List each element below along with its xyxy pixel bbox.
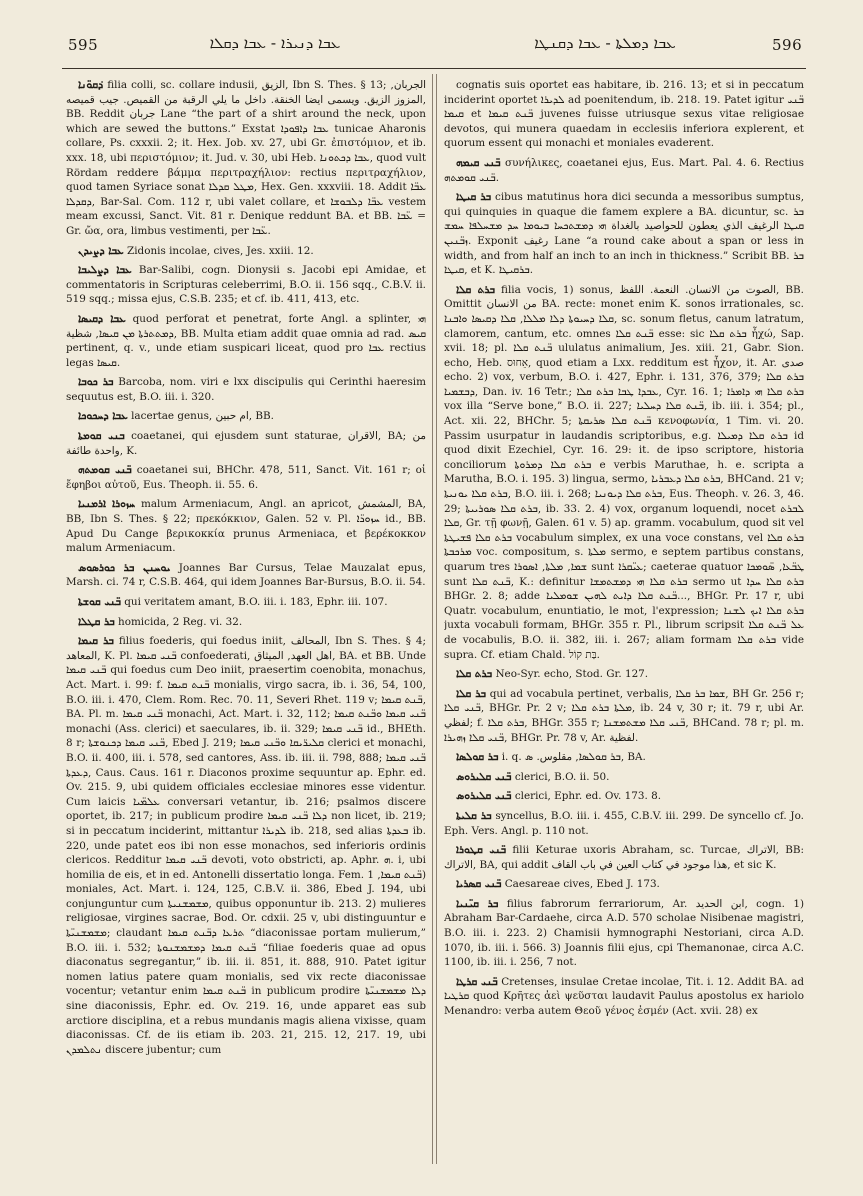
entry-headword: ܒܪ ܩܝ̈ܢܝܐ [456, 897, 499, 910]
dictionary-entry [66, 634, 426, 1057]
entry-definition: i. q. ܒܪ ܩܘܠܣܐ, مقلوس. ܣ, BA. [501, 751, 646, 764]
entry-headword: ܒ̈ܢܝ ܩܝܡܗ [456, 156, 501, 169]
entry-definition: filii Keturae uxoris Abraham, sc. Turcae, الاتراك, BB: الاتراك, BA, qui addit هذا موجود في كتاب العين في باب القاف, et sic K. [444, 844, 804, 871]
dictionary-entry [66, 244, 426, 259]
dictionary-entry [66, 429, 426, 458]
entry-headword: ܒܪܬ ܩܠܐ [456, 283, 495, 296]
left-page-number: 595 [68, 36, 99, 54]
entry-definition: coaetanei, qui ejusdem sunt staturae, الاقران, BA; من واحدة طائفة, K. [66, 430, 426, 457]
entry-definition: malum Armeniacum, Angl. an apricot, المشمش, BA, BB, Ibn S. Thes. § 22; πρεκόκκιον, Galen. 52 v. Pl. ܚܙܘܖ̈ܐ id., BB. Apud Du Cange βερικοκκία prunus Armeniaca, et βερέκοκκον malum Armeniacum. [66, 498, 426, 555]
entry-headword: ܒܪ ܩܝܛܐ [456, 191, 492, 204]
entry-headword: ܒ̈ܢܝ ܩܠܝܪܘܣ [456, 790, 512, 803]
column-separator-rule-inner [436, 74, 437, 1164]
dictionary-entry [444, 789, 804, 804]
dictionary-entry [66, 497, 426, 555]
entry-headword: ܒܪ ܟܘܒܐ [78, 376, 114, 389]
dictionary-entry [66, 615, 426, 630]
entry-headword: ܒ̈ܢܝ ܩܛܘܪܐ [456, 844, 507, 857]
right-column [444, 78, 804, 1168]
entry-headword: ܒ̈ܢܝ ܩܠܝܪܘܣ [456, 770, 512, 783]
entry-headword: ܒ̈ܢܝ ܩܘܡܬܗ [78, 464, 132, 477]
entry-headword: ܒܪ ܩܘܠܣܐ [456, 751, 499, 764]
entry-definition: Neo-Syr. echo, Stod. Gr. 127. [495, 668, 649, 681]
entry-definition: filius foederis, qui foedus iniit, المحالف, Ibn S. Thes. § 4; المعاهد, K. Pl. ܒ̈ܢܝ ܩܝܡܐ confoederati, اهل العهد, الميثاق, BA. et BB. Unde ܒ̈ܢܝ ܩܝܡܐ qui foedus cum Deo iniit, praesertim coenobita, monachus, Act. Mart. i. 99: f. ܒ̈ܢܬ ܩܝܡܐ monialis, virgo sacra, ib. i. 36, 54, 100, B.O. iii. i. 470, Clem. Rom. Rec. 70. 11, Severi Rhet. 119 v; ܒ̈ܢܬ ܩܝܡܐ, BA. Pl. m. ܒ̈ܢܝ ܩܝܡܐ monachi, Act. Mart. i. 32, 112; ܒ̈ܢܝ ܩܝܡܐ ܘܒ̈ܢܬ ܩܝܡܐ monachi (Ass. clerici) et saeculares, ib. ii. 329; ܒ̈ܢܝ ܩܝܡܐ id., BHEth. 8 r; ܒ̈ܢܝ ܩܝܡܐ ܕܟܢܘܫܬܐ, Ebed J. 219; ܩܠܝܪ̈ܝܩܐ ܘܒ̈ܢܝ ܩܝܡܐ clerici et monachi, B.O. ii. 400, iii. i. 578, sed cantores, Ass. ib. iii. ii. 798, 888; ܒ̈ܢܝ ܩܝܡܐ ܕܥܕܬܐ, Caus. Caus. 161 r. Diaconos proxime sequuntur ap. Ephr. ed. Ov. 215. 9, ubi quidem officiales ecclesiae minores esse videntur. Cum laicis ܥܠܡ̈ܝܐ conversari vetantur, ib. 216; psalmos discere oportet, ib. 217; in publicum prodire ܕܠܐ ܒ̈ܢܝ ܩܝܡܐ non licet, ib. 219; si in peccatum inciderint, mittantur ܠܕܝܪܐ ib. 218, sed alias ܒܥܕܬܐ ib. 220, unde patet eos ibi non esse monachos, sed inferioris ordinis clericos. Redditur ܒ̈ܢܝ ܩܝܡܐ devoti, voto obstricti, ap. Aphr. ܗ. i, ubi homilia de eis, et in ed. Antonelli dissertatio longa. Fem. ܒ̈ܢܬ ܩܝܡܐ, 1) moniales, Act. Mart. i. 124, 125, C.B.V. ii. 386, Ebed J. 194, ubi conjunguntur cum ܡܫܡܫܢܝܬܐ, quibus opponuntur ib. 213. 2) mulieres religiosae, virgines sacrae, Bod. Or. cdxii. 25 v, ubi distinguuntur e ܡܫܡܫܢܝ̈ܬܐ; claudant ܬܪܥܐ ܕܒ̈ܢܬ ܩܝܡܐ “diaconissae portam mulierum,” B.O. iii. i. 532; ܒ̈ܢܬ ܩܝܡܐ ܕܡܫܡܫܢܘܬܐ “filiae foederis quae ad opus diaconatus segregantur,” ib. iii. ii. 851, it. 888, 910. Patet igitur nomen latius patere quam monialis, sed vix recte diaconissae vocentur; vetantur enim ܒ̈ܢܬ ܩܝܡܐ in publicum prodire ܕܠܐ ܡܫܡܫܢܝ̈ܬܐ sine diaconissis, Ephr. ed. Ov. 219. 16, unde apparet eas sub arctiore disciplina, et a rebus mundanis magis aliena vixisse, quam diaconissas. Cf. de iis etiam ib. 203. 21, 215. 12, 217. 19, ubi ܢܬܠܡܕܢ discere jubentur; cum [66, 635, 426, 1056]
entry-definition: qui veritatem amant, B.O. iii. i. 183, Ephr. iii. 107. [124, 596, 388, 608]
entry-headword: ܝܘܚܢܢ ܒܪ ܟܘܪܣܘܣ [78, 561, 171, 574]
entry-definition: syncellus, B.O. iii. i. 455, C.B.V. iii. 299. De syncello cf. Jo. Eph. Vers. Angl. p. 110 not. [444, 809, 804, 837]
dictionary-entry [444, 770, 804, 785]
header-rule [62, 68, 806, 69]
right-page-number: 596 [772, 36, 803, 54]
entry-definition: Barcoba, nom. viri e lxx discipulis qui Cerinthi haeresim sequutus est, B.O. iii. i. 320. [66, 376, 426, 403]
dictionary-entry [66, 78, 426, 239]
entry-headword: ܥܒܐ ܕܩܝܣܐ [78, 312, 126, 325]
entry-headword: ܒܪ ܩܠܐ [456, 687, 486, 700]
entry-definition: Caesareae cives, Ebed J. 173. [504, 878, 660, 891]
entry-definition: coaetanei sui, BHChr. 478, 511, Sanct. Vit. 161 r; οἱ ἔφηβοι αὐτοῦ, Eus. Theoph. ii. 55. 6. [66, 464, 426, 491]
dictionary-entry [444, 877, 804, 892]
dictionary-entry [66, 463, 426, 492]
entry-headword: ܒ̈ܢܝ ܩܣܪܝܐ [456, 878, 502, 891]
dictionary-entry [66, 263, 426, 307]
entry-definition: clerici, Ephr. ed. Ov. 173. 8. [514, 790, 662, 803]
entry-definition: quod perforat et penetrat, forte Angl. a splinter, ܗܝ ܕܡܬܬܪܬܐ ܡܢ ܩܝܣܐ, شظية, BB. Multa etiam addit quae omnia ad rad. ܩܝܣ pertinent, q. v., unde etiam suspicari liceat, quod pro ܥܒܐ rectius legas ܩܝܣܐ. [66, 312, 426, 369]
entry-definition: cibus matutinus hora dici secunda a messoribus sumptus, qui quinquies in quaque die famem explere a BA. dicuntur, sc. ܒܪ ܩܝܛܐ الرغيف الذي يعطون للحواصيد بالغداة ܗܝ ܕܡܫܬܟܚܐ ܒܝܘܡܐ ܚܕ ܡܫܚܠܦܐ ܚܡܫ ܙܒ̈ܢܝܢ. Exponit رغيف Lane “a round cake about a span or less in width, and from half an inch to an inch in thickness.” Scribit BB. ܒܪ ܩܝܛܐ, et K. ܒܪܩܝܛܐ. [444, 191, 804, 277]
dictionary-entry [444, 809, 804, 838]
left-running-head: ܥܒܐ ܕܢܝܪܐ - ܥܒܐ ܕܩܠܐ [209, 34, 341, 52]
column-separator-rule [432, 74, 433, 1164]
right-running-head: ܥܒܐ ܕܡܠܬܐ - ܥܒܐ ܕܩܢܛܐ [534, 34, 676, 52]
entry-definition: Bar-Salibi, cogn. Dionysii s. Jacobi epi Amidae, et commentatoris in Scripturas celeberrimi, B.O. ii. 156 sqq., C.B.V. ii. 519 sqq.; missa ejus, C.S.B. 235; et cf. ib. 411, 413, etc. [66, 264, 426, 306]
entry-headword: ܒܪ ܩܛܠܐ [78, 615, 115, 628]
dictionary-entry [444, 687, 804, 745]
entry-headword: ܒܪ ܩܝܡܐ [78, 635, 114, 648]
entry-headword: ܒ̈ܢܝ ܩܘܫܬܐ [78, 596, 121, 608]
entry-headword: ܥܒܐ ܕܚܟܘܟܐ [78, 410, 128, 423]
entry-definition: cognatis suis oportet eas habitare, ib. 216. 13; et si in peccatum inciderint oportet ܠܕܝܪܐ ad poenitendum, ib. 218. 19. Patet igitur ܒ̈ܢܝ ܩܝܡܐ et ܒ̈ܢܬ ܩܝܡܐ juvenes fuisse utriusque sexus vitae religiosae devotos, qui munera quaedam in ecclesiis inferiora explerent, et quorum essent qui monachi et moniales evaderent. [444, 79, 804, 150]
entry-definition: Joannes Bar Cursus, Telae Mauzalat epus, Marsh. ci. 74 r, C.S.B. 464, qui idem Joannes Bar-Bursus, B.O. ii. 54. [66, 561, 426, 589]
entry-definition: filia colli, sc. collare indusii, الزيق, Ibn S. Thes. § 13; الجربان, المزوز الزيق. ويسمى ايضا الخنقة. داخل ما يلي الرقبة من القميص. جيب قميصه, BB. Reddit جربان Lane “the part of a shirt around the neck, upon which are sewed the buttons.” Exstat ܥܒܐ ܕܐܦܘܕܐ tunicae Aharonis collare, Ps. cxxxii. 2; it. Hex. Job. xv. 27, ubi Gr. ἐπιστόμιον, et ib. xxx. 18, ubi περιστόμιον; it. Jud. v. 30, ubi Heb. ܥܒܐ ܕܟܬܘܢܐ, quod vult Rördam reddere βάμμα περιτραχήλιον: rectius περιτραχήλιον, quod tamen Syriace sonat ܡܛܠ ܩܕܠܐ, Hex. Gen. xxxviii. 18. Addit ܥܒ̈ܐ ܕܩܕܠܐ, Bar-Sal. Com. 112 r, ubi valet collare, et ܥܒ̈ܐ ܕܠܒܘܫܐ vestem meam excussi, Sanct. Vit. 81 r. Denique reddunt BA. et BB. ܥ̈ܒܐ = Gr. ὤα, ora, limbus vestimenti, per ܥ̈ܒܐ. [66, 79, 426, 237]
dictionary-entry [444, 897, 804, 970]
dictionary-entry [66, 409, 426, 424]
entry-definition: συνήλικες, coaetanei ejus, Eus. Mart. Pal. 4. 6. Rectius ܒ̈ܢܝ ܩܘܡܬܗ. [444, 156, 804, 184]
dictionary-entry [66, 375, 426, 404]
page-header [0, 30, 863, 60]
entry-headword: ܒܪܬ ܩܠܐ [456, 668, 493, 681]
dictionary-entry [444, 843, 804, 872]
entry-definition: Zidonis incolae, cives, Jes. xxiii. 12. [127, 244, 314, 257]
dictionary-entry [66, 561, 426, 590]
entry-headword: ܒܪ ܩܠܝܬܐ [456, 809, 492, 822]
entry-headword: ܒܢܝ ܩܘܡܬܐ [78, 430, 125, 443]
dictionary-entry [444, 156, 804, 185]
dictionary-entry [66, 312, 426, 370]
entry-definition: homicida, 2 Reg. vi. 32. [118, 615, 243, 628]
left-column [66, 78, 426, 1168]
entry-definition: Cretenses, insulae Cretae incolae, Tit. i. 12. Addit BA. ad ܩܪܛܝܐ quod Κρῆτες ἀεὶ ψεῦσται laudavit Paulus apostolus ex hariolo Menandro: verba autem Θεοῦ γένος ἐσμέν (Act. xvii. 28) ex [444, 975, 804, 1018]
entry-definition: clerici, B.O. ii. 50. [514, 770, 610, 783]
entry-headword: ܥܒܐ ܕܨܠܝܒܐ [78, 264, 132, 277]
dictionary-entry [444, 667, 804, 682]
entry-definition: lacertae genus, ام حبين, BB. [131, 410, 274, 423]
dictionary-entry [444, 78, 804, 151]
dictionary-entry [444, 283, 804, 662]
dictionary-entry [444, 190, 804, 278]
entry-definition: qui ad vocabula pertinet, verbalis, ܫܡܐ ܒܪ ܩܠܐ, BH Gr. 256 r; ܒ̈ܢܝ ܩܠܐ, BHGr. Pr. 2 v; ܡܠܬܐ ܒܪܬ ܩܠܐ, ib. 24 v, 30 r; it. 79 r, ubi Ar. لفظي; f. ܒܪܬ ܩܠܐ, BHGr. 355 r; ܒ̈ܢܝ ܩܠܐ ܡܫܬܡܫܢܐ, BHCand. 78 r; pl. m. ܒ̈ܢܝ ܩܠܐ ܙܗܝܪܐ, BHGr. Pr. 78 v, Ar. لفظية. [444, 687, 804, 744]
entry-headword: ܚܙܘܪܐ ܐܪܡܢܝܐ [78, 498, 136, 511]
entry-definition: filia vocis, 1) sonus, الصوت من الانسان. النعمة. اللفظ, BB. Omittit من الانسان BA. recte: monet enim K. sonos irrationales, sc. ܩܠܐ ܕܚܝܘܬܐ ܕܠܐ ܡܠܠܐ, ܩܠܐ ܕܩܝܣܐ ܘܐܒܢܐ, sc. sonum fletus, canum latratum, clamorem, cantum, etc. omnes ܒ̈ܢܬ ܩܠܐ esse: sic ܒܪܬ ܩܠܐ ἦχώ, Sap. xvii. 18; pl. ܒ̈ܢܬ ܩܠܐ ululatus animalium, Jes. xiii. 21, Gabr. Sion. echo, Heb. אֵחוּס, quod etiam a Lxx. redditum est ἦχον, it. Ar. صدى echo. 2) vox, verbum, B.O. i. 427, Ephr. i. 131, 376, 379; ܒܪܬ ܩܠܐ ܕܒܫܡܝܐ, Dan. iv. 16 Tetr.; ܥܒܕܐ ܛܒܐ ܒܪܬ ܩܠܐ, Cyr. 16. 1; ܒܪܬ ܩܠܐ ܗܝ ܕܐܡܪܐ vox illa “Serve bone,” B.O. ii. 227; ܒ̈ܢܬ ܩܠܐ ܕܚܠܝܐ, ib. iii. i. 354; pl., Act. xii. 22, BHChr. 5; ܒ̈ܢܬ ܩܠܐ ܣܪܝܩܬܐ κενοφωνία, 1 Tim. vi. 20. Passim usurpatur in laudandis scriptoribus, e.g. ܒܪܬ ܩܠܐ ܕܡܝܠܐ id quod dixit Ezechiel, Cyr. 16. 29: it. de ipso scriptore, historia conciliorum ܒܪܬ ܩܠܐ ܕܡܪܘܬܐ e verbis Maruthae, h. e. scripta a Marutha, B.O. i. 195. 3) lingua, sermo, ܒܪܬ ܩܠܐ ܕܥܒܪܝܐ, BHCand. 21 v; ܒܪܬ ܩܠܐ ܝܘܢܝܬܐ, B.O. iii. i. 268; ܒܪܬ ܩܠܐ ܕܝܘܢܝܐ, Eus. Theoph. v. 26. 3, 46. 29; ܒܪܬ ܩܠܐ ܣܘܪܝܝܬܐ, ib. 33. 2. 4) vox, organum loquendi, nocet ܠܒܪܬ ܩܠܐ, Gr. τῇ φωνῇ, Galen. 61 v. 5) ap. gramm. vocabulum, quod sit vel ܒܪܬ ܩܠܐ ܦܫܝܛܬܐ vocabulum simplex, ex una voce constans, vel ܒܪܬ ܩܠܐ ܡܪܟܒܬܐ voc. compositum, s. ܡܠܬܐ sermo, e septem partibus constans, quarum tres ܫܡܐ, ܡܠܬܐ, ܐܣܘܪܐ sunt ܥܝ̈ܩܪܐ; caeterae quatuor ܛܒ̈ܥܐ, ܣ̈ܘܡܟܐ sunt ܒ̈ܢܬ ܩܠܐ, K.: definitur ܒܪܬ ܩܠܐ ܗܝ ܕܡܫܬܡܫܐ sermo ut ܒܪܬ ܩܠܐ ܚܕܐ BHGr. 2. 8; adde ܒ̈ܢܬ ܩܠܐ ܕܐܝܬ ܠܗܝܢ ܫܘܡܠܝܐ..., BHGr. Pr. 17 r, ubi Quatr. vocabulum, enuntiatio, le mot, l'expression; ܒܪܬ ܩܠܐ ܐܝܟ ܠܫܢܐ juxta vocabuli formam, BHGr. 355 r. Pl., librum scripsit ܥܠ ܒ̈ܢܬ ܩܠܐ de vocabulis, B.O. ii. 382, iii. i. 267; aliam formam ܒܪܬ ܩܠܐ vide supra. Cf. etiam Chald. בַּת קוֹל. [444, 283, 804, 661]
dictionary-entry [444, 750, 804, 765]
entry-headword: ܕ݁ܩܘ̈ܢܐ [78, 79, 104, 91]
dictionary-entry [66, 595, 426, 610]
dictionary-entry [444, 975, 804, 1019]
entry-definition: filius fabrorum ferrariorum, Ar. ابن الحديد, cogn. 1) Abraham Bar-Cardaehe, circa A.D. 570 scholae Nisibenae magistri, B.O. iii. i. 223. 2) Chamisii hymnographi Nestoriani, circa A.D. 1070, ib. iii. i. 566. 3) Joannis filii ejus, cpi Themanonae, circa A.C. 1100, ib. iii. i. 256, 7 not. [444, 897, 804, 969]
entry-headword: ܥܒܐ ܕܨܝܕܢ [78, 244, 124, 257]
entry-headword: ܒ̈ܢܝ ܩܪܛܐ [456, 975, 498, 988]
